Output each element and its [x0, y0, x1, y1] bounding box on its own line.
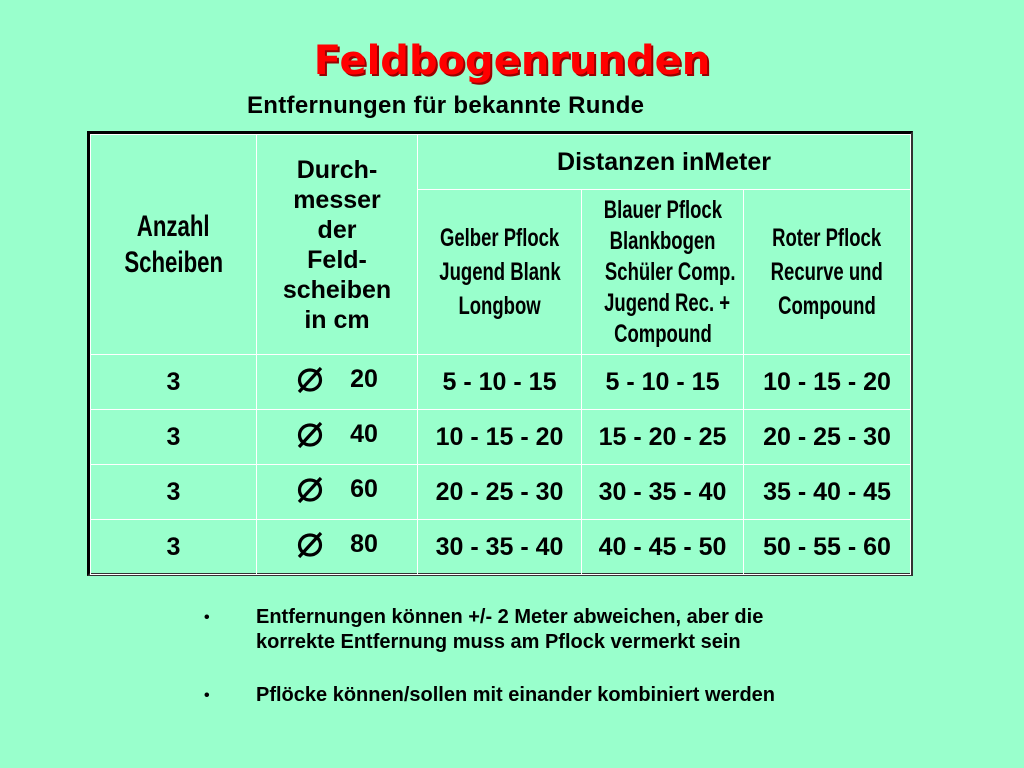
- header-roter-pflock: Roter Pflock Recurve und Compound: [744, 190, 911, 355]
- header-anzahl-scheiben: Anzahl Scheiben: [91, 135, 257, 355]
- header-blauer-pflock: Blauer Pflock Blankbogen Schüler Comp. Jugend Rec. + Compound: [582, 190, 744, 355]
- cell-rot: 20 - 25 - 30: [744, 410, 911, 465]
- cell-blau: 30 - 35 - 40: [582, 465, 744, 520]
- diameter-icon: [296, 421, 324, 449]
- bullet-icon: •: [204, 609, 210, 626]
- cell-durchmesser: 60: [257, 465, 418, 520]
- slide-subtitle: Entfernungen für bekannte Runde: [247, 92, 645, 119]
- header-gelber-pflock: Gelber Pflock Jugend Blank Longbow: [418, 190, 582, 355]
- table-row: [91, 410, 911, 465]
- table-row: [91, 465, 911, 520]
- cell-durchmesser: 20: [257, 355, 418, 410]
- list-item: • Pflöcke können/sollen mit einander kombiniert werden: [204, 684, 776, 706]
- diameter-icon: [296, 476, 324, 504]
- cell-gelb: 10 - 15 - 20: [418, 410, 582, 465]
- diameter-icon: [296, 366, 324, 394]
- distance-table: [90, 134, 911, 575]
- cell-anzahl: 3: [91, 520, 257, 575]
- cell-gelb: 5 - 10 - 15: [418, 355, 582, 410]
- table-row: [91, 355, 911, 410]
- cell-rot: 10 - 15 - 20: [744, 355, 911, 410]
- cell-rot: 35 - 40 - 45: [744, 465, 911, 520]
- cell-blau: 40 - 45 - 50: [582, 520, 744, 575]
- cell-anzahl: 3: [91, 410, 257, 465]
- cell-rot: 50 - 55 - 60: [744, 520, 911, 575]
- cell-anzahl: 3: [91, 355, 257, 410]
- diameter-icon: [296, 531, 324, 559]
- header-durchmesser: Durch- messer der Feld- scheiben in cm: [257, 135, 418, 355]
- notes-list: [200, 605, 960, 736]
- cell-blau: 5 - 10 - 15: [582, 355, 744, 410]
- cell-durchmesser: 80: [257, 520, 418, 575]
- cell-durchmesser: 40: [257, 410, 418, 465]
- bullet-icon: •: [204, 687, 210, 704]
- slide-title: Feldbogenrunden: [313, 38, 711, 84]
- cell-blau: 15 - 20 - 25: [582, 410, 744, 465]
- cell-gelb: 20 - 25 - 30: [418, 465, 582, 520]
- cell-gelb: 30 - 35 - 40: [418, 520, 582, 575]
- cell-anzahl: 3: [91, 465, 257, 520]
- table-row: [91, 520, 911, 575]
- list-item: • Entfernungen können +/- 2 Meter abweichen, aber die korrekte Entfernung muss am Pflock vermerkt sein: [204, 606, 764, 653]
- header-distanzen: Distanzen inMeter: [418, 135, 911, 190]
